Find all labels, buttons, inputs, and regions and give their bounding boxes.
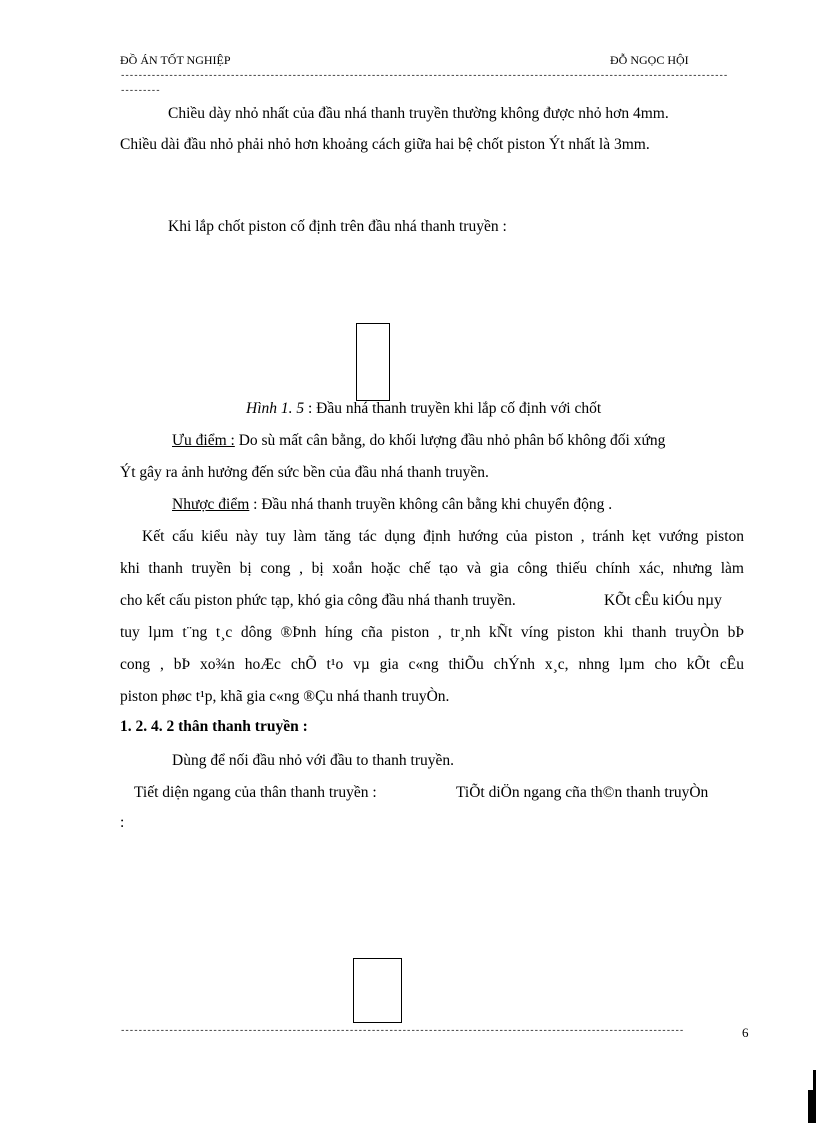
paragraph-5a: Tiết diện ngang của thân thanh truyền : bbox=[134, 784, 377, 801]
paragraph-1-line-2: Chiều dài đầu nhỏ phải nhỏ hơn khoảng cách giữa hai bệ chốt piston Ýt nhất là 3mm. bbox=[120, 136, 650, 153]
paragraph-3-line-3b: KÕt cÊu kiÓu nµy bbox=[604, 592, 722, 609]
paragraph-5b: TiÕt diÖn ngang cña th©n thanh truyÒn bbox=[456, 784, 709, 801]
disadvantage-line bbox=[172, 496, 612, 514]
paragraph-3-line-1: Kết cấu kiểu này tuy làm tăng tác dụng định hướng của piston , tránh kẹt vướng piston bbox=[142, 528, 744, 545]
advantage-line-1 bbox=[172, 432, 665, 450]
paragraph-3-line-6: piston phøc t¹p, khã gia c«ng ®Çu nhá thanh truyÒn. bbox=[120, 688, 450, 705]
paragraph-3-line-3a: cho kết cấu piston phức tạp, khó gia công đầu nhá thanh truyền. bbox=[120, 592, 516, 609]
edge-mark bbox=[808, 1090, 816, 1123]
footer-rule: -------------------------------------------------------------------------------------------------------------------------------- bbox=[120, 1026, 684, 1036]
paragraph-1-line-1: Chiều dày nhỏ nhất của đầu nhá thanh truyền thường không được nhỏ hơn 4mm. bbox=[168, 105, 669, 122]
header-title: ĐỒ ÁN TỐT NGHIỆP bbox=[120, 53, 231, 67]
advantage-line-2: Ýt gây ra ảnh hưởng đến sức bền của đầu nhá thanh truyền. bbox=[120, 464, 489, 481]
page-number: 6 bbox=[742, 1025, 749, 1040]
paragraph-3-line-2: khi thanh truyền bị cong , bị xoắn hoặc chế tạo và gia công thiếu chính xác, nhưng làm bbox=[120, 560, 744, 577]
paragraph-3-line-5: cong , bÞ xo¾n hoÆc chÕ t¹o vµ gia c«ng thiÕu chÝnh x¸c, nhng lµm cho kÕt cÊu bbox=[120, 656, 744, 673]
figure-placeholder bbox=[356, 323, 390, 401]
disadvantage-label: Nhược điểm bbox=[172, 496, 250, 513]
figure-caption bbox=[246, 400, 601, 418]
figure-label: Hình 1. 5 bbox=[246, 400, 305, 417]
header-rule: ------------------------------------------------------------------------------------------------------------------------------------------ bbox=[120, 71, 728, 81]
header-rule-continuation: --------- bbox=[120, 86, 160, 96]
section-heading: 1. 2. 4. 2 thân thanh truyền : bbox=[120, 718, 308, 735]
figure-caption-text: : Đầu nhá thanh truyền khi lắp cố định với chốt bbox=[304, 400, 602, 417]
paragraph-4: Dùng để nối đầu nhỏ với đầu to thanh truyền. bbox=[172, 752, 454, 769]
advantage-label: Ưu điểm : bbox=[172, 432, 235, 449]
paragraph-2: Khi lắp chốt piston cố định trên đầu nhá thanh truyền : bbox=[168, 218, 507, 235]
paragraph-5-colon: : bbox=[120, 814, 125, 831]
paragraph-3-line-4: tuy lµm t¨ng t¸c dông ®Þnh híng cña piston , tr¸nh kÑt víng piston khi thanh truyÒn bÞ bbox=[120, 624, 744, 641]
disadvantage-text: : Đầu nhá thanh truyền không cân bằng khi chuyển động . bbox=[249, 496, 613, 513]
header-author: ĐỖ NGỌC HỘI bbox=[610, 53, 689, 67]
advantage-text: Do sù mất cân bằng, do khối lượng đầu nhỏ phân bố không đối xứng bbox=[234, 432, 666, 449]
figure-placeholder-2 bbox=[353, 958, 402, 1023]
